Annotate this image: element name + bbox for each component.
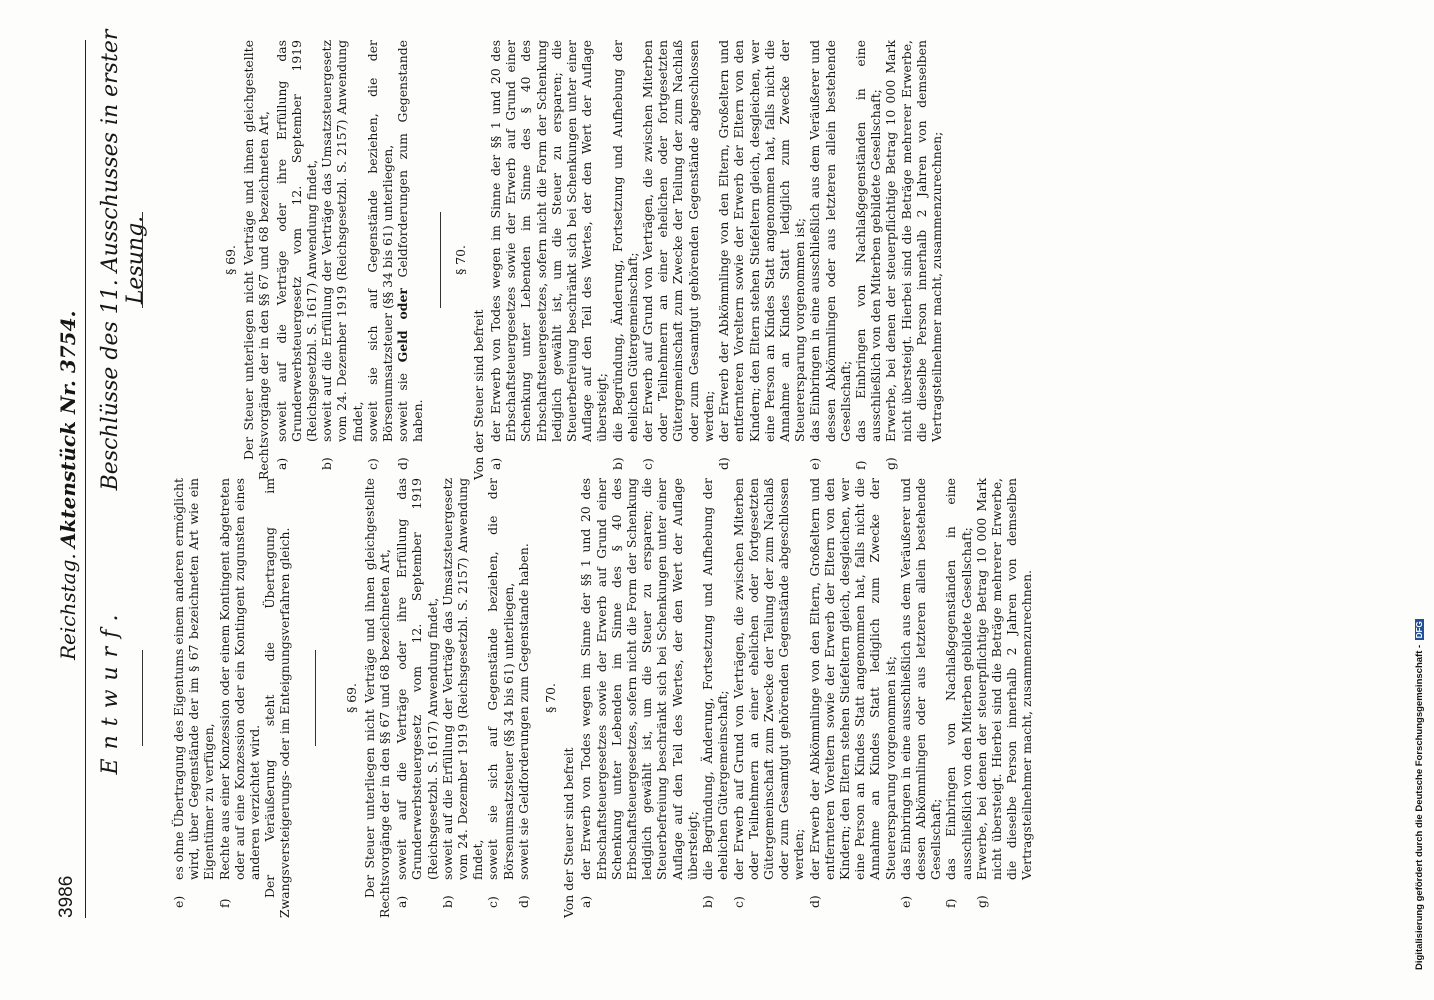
item-label: e) xyxy=(897,895,913,908)
list-item xyxy=(807,478,898,918)
section-rule xyxy=(440,212,441,308)
list-item xyxy=(640,40,716,480)
section-heading-70: § 70. xyxy=(452,245,468,275)
item-label: b) xyxy=(700,895,716,908)
left-column-title: Entwurf. xyxy=(98,605,123,775)
item-label: e) xyxy=(807,457,823,470)
committee-column xyxy=(180,40,944,480)
item-label: a) xyxy=(488,457,504,470)
item-text: soweit auf die Verträge oder ihre Erfüllung das Grunderwerbsteuergesetz vom 12. September 1919 (Reichsgesetzbl. S. 1617) Anwendung findet, xyxy=(273,40,320,442)
list-item xyxy=(274,40,320,480)
list-item xyxy=(488,40,610,480)
item-text-post: Geldforderungen zum Gegenstande haben. xyxy=(395,40,426,442)
list-item xyxy=(898,478,944,918)
right-column-title: Beschlüsse des 11. Ausschusses in erster Lesung. xyxy=(98,29,148,491)
list-item xyxy=(731,478,807,918)
list-item xyxy=(516,478,531,918)
list-item xyxy=(395,40,425,480)
funding-text: Digitalisierung gefördert durch die Deutsche Forschungsgemeinschaft - xyxy=(1414,644,1425,970)
item-label: b) xyxy=(439,895,455,908)
item-text: die Begründung, Änderung, Fortsetzung und Aufhebung der ehelichen Gütergemeinschaft; xyxy=(700,478,731,880)
list-item xyxy=(485,478,515,918)
section-heading-70: § 70. xyxy=(543,683,559,713)
item-text: soweit auf die Erfüllung der Verträge das Umsatzsteuergesetz vom 24. Dezember 1919 (Reichsgesetzbl. S. 2157) Anwendung findet, xyxy=(319,40,365,442)
section-intro: Von der Steuer sind befreit xyxy=(561,747,577,918)
item-text-pre: soweit sie xyxy=(395,362,411,442)
list-item xyxy=(883,40,944,480)
item-text: Rechte aus einer Konzession oder einem Kontingent abgetreten oder auf eine Konzession oder ein Kontingent zugunsten eines anderen verzichtet wird. xyxy=(216,478,263,880)
page-header xyxy=(56,40,86,918)
item-label: g) xyxy=(973,895,989,908)
item-label: f) xyxy=(216,898,232,908)
amendment-highlight: Geld oder xyxy=(395,288,411,363)
list-item xyxy=(578,478,700,918)
item-text: soweit auf die Verträge oder ihre Erfüllung das Grunderwerbsteuergesetz vom 12. September 1919 (Reichsgesetzbl. S. 1617) Anwendung findet, xyxy=(394,478,440,880)
item-label: a) xyxy=(273,457,289,470)
item-label: a) xyxy=(578,895,594,908)
list-item xyxy=(853,40,883,480)
item-text: das Einbringen von Nachlaßgegenständen in eine ausschließlich von den Miterben gebildete Gesellschaft; xyxy=(852,40,884,442)
title-rule xyxy=(142,650,143,746)
item-label: a) xyxy=(394,895,410,908)
list-item xyxy=(217,478,263,918)
list-item xyxy=(943,478,973,918)
closing-paragraph: Der Veräußerung steht die Übertragung im Zwangsversteigerungs- oder im Enteignungsverfahren gleich. xyxy=(262,478,293,918)
list-item xyxy=(365,40,395,480)
item-label: b) xyxy=(319,457,335,470)
item-label: f) xyxy=(852,460,868,470)
item-text: die Begründung, Änderung, Fortsetzung und Aufhebung der ehelichen Gütergemeinschaft; xyxy=(609,40,640,442)
title-rule xyxy=(142,212,143,308)
digitization-note xyxy=(1414,10,1425,970)
parliament-label: Reichstag. xyxy=(56,553,80,660)
section-heading-69: § 69. xyxy=(343,683,359,713)
item-text: der Erwerb von Todes wegen im Sinne der §§ 1 und 20 des Erbschaftsteuergesetzes sowie der Erwerb auf Grund einer Schenkung unter Lebenden im Sinne des § 40 des Erbschaftsteuergesetzes, sofern nicht die Form der Schenkung lediglich gewählt ist, um die Steuer zu ersparen; die Steuerbefreiung beschränkt sich bei Schenkungen unter einer Auflage auf den Teil des Wertes, der den Wert der Auflage übersteigt; xyxy=(488,40,610,442)
item-label: g) xyxy=(883,457,899,470)
item-text: es ohne Übertragung des Eigentums einem anderen ermöglicht wird, über Gegenstände der im § 67 bezeichneten Art wie ein Eigentümer zu verfügen, xyxy=(171,478,217,880)
list-item xyxy=(394,478,440,918)
list-item xyxy=(716,40,807,480)
list-item xyxy=(171,478,217,918)
item-text: der Erwerb auf Grund von Verträgen, die zwischen Miterben oder Teilnehmern an einer ehelichen oder fortgesetzten Gütergemeinschaft zum Zwecke der Teilung der zum Nachlaß oder zum Gesamtgut gehörenden Gegenstände abgeschlossen werden; xyxy=(730,478,807,880)
item-label: c) xyxy=(640,458,656,470)
item-label: d) xyxy=(716,457,732,470)
item-label: b) xyxy=(609,457,625,470)
item-label: d) xyxy=(515,895,531,908)
item-text: der Erwerb auf Grund von Verträgen, die zwischen Miterben oder Teilnehmern an einer ehelichen oder fortgesetzten Gütergemeinschaft zum Zwecke der Teilung der zum Nachlaß oder zum Gesamtgut gehörenden Gegenstände abgeschlossen werden; xyxy=(640,40,716,442)
item-text: der Erwerb von Todes wegen im Sinne der §§ 1 und 20 des Erbschaftsteuergesetzes sowie der Erwerb auf Grund einer Schenkung unter Lebenden im Sinne des § 40 des Erbschaftsteuergesetzes, sofern nicht die Form der Schenkung lediglich gewählt ist, um die Steuer zu ersparen; die Steuerbefreiung beschränkt sich bei Schenkungen unter einer Auflage auf den Teil des Wertes, der den Wert der Auflage übersteigt; xyxy=(578,478,700,880)
list-item xyxy=(974,478,1035,918)
dfg-logo: DFG xyxy=(1415,621,1424,639)
item-text: soweit sie Geldforderungen zum Gegenstande haben. xyxy=(515,543,531,880)
item-label: f) xyxy=(943,898,959,908)
item-text: das Einbringen von Nachlaßgegenständen in eine ausschließlich von den Miterben gebildete Gesellschaft; xyxy=(943,478,974,880)
item-label: d) xyxy=(395,457,411,470)
item-label: c) xyxy=(730,896,746,908)
draft-column xyxy=(171,478,1035,918)
list-item xyxy=(807,40,853,480)
item-label: c) xyxy=(364,458,380,470)
document-reference: Aktenstück Nr. 3754. xyxy=(56,310,80,548)
item-text: das Einbringen in eine ausschließlich aus dem Veräußerer und dessen Abkömmlingen oder aus letzteren allein bestehende Gesellschaft; xyxy=(897,478,944,880)
section-intro: Von der Steuer sind befreit xyxy=(470,309,486,480)
item-text: Erwerbe, bei denen der steuerpflichtige Betrag 10 000 Mark nicht übersteigt. Hierbei sind die Beträge mehrerer Erwerbe, die dieselbe Person innerhalb 2 Jahren von demselben Vertragsteilnehmer macht, zusammenzurechnen. xyxy=(973,478,1035,880)
item-text: soweit sie sich auf Gegenstände beziehen, die der Börsenumsatzsteuer (§§ 34 bis 61) unterliegen, xyxy=(364,40,396,442)
item-text: soweit auf die Erfüllung der Verträge das Umsatzsteuergesetz vom 24. Dezember 1919 (Reichsgesetzbl. S. 2157) Anwendung findet, xyxy=(439,478,486,880)
list-item xyxy=(440,478,486,918)
section-intro: Der Steuer unterliegen nicht Verträge und ihnen gleichgestellte Rechtsvorgänge der in den §§ 67 und 68 bezeichneten Art, xyxy=(241,40,272,480)
item-label: c) xyxy=(485,896,501,908)
list-item xyxy=(700,478,730,918)
item-label: d) xyxy=(806,895,822,908)
page-number: 3986 xyxy=(56,875,77,918)
list-item xyxy=(610,40,640,480)
section-rule xyxy=(315,650,316,746)
item-text: Erwerbe, bei denen der steuerpflichtige Betrag 10 000 Mark nicht übersteigt. Hierbei sind die Beträge mehrerer Erwerbe, die dieselbe Person innerhalb 2 Jahren von demselben Vertragsteilnehmer macht, zusammenzurechnen; xyxy=(883,40,944,442)
list-item xyxy=(319,40,365,480)
section-heading-69: § 69. xyxy=(223,245,238,275)
item-text: der Erwerb der Abkömmlinge von den Eltern, Großeltern und entfernteren Voreltern sowie der Erwerb der Eltern von den Kindern; den Eltern stehen Stiefeltern gleich, desgleichen, wer eine Person an Kindes Statt angenommen hat, falls nicht die Annahme an Kindes Statt lediglich zum Zwecke der Steuerersparung vorgenommen ist; xyxy=(716,40,808,442)
item-label: e) xyxy=(171,895,186,908)
section-intro: Der Steuer unterliegen nicht Verträge und ihnen gleichgestellte Rechtsvorgänge der in den §§ 67 und 68 bezeichneten Art, xyxy=(361,478,393,918)
item-text: das Einbringen in eine ausschließlich aus dem Veräußerer und dessen Abkömmlingen oder aus letzteren allein bestehende Gesellschaft; xyxy=(807,40,853,442)
item-text: soweit sie sich auf Gegenstände beziehen, die der Börsenumsatzsteuer (§§ 34 bis 61) unterliegen, xyxy=(485,478,516,880)
item-text: der Erwerb der Abkömmlinge von den Eltern, Großeltern und entfernteren Voreltern sowie der Erwerb der Eltern von den Kindern; den Eltern stehen Stiefeltern gleich, desgleichen, wer eine Person an Kindes Statt angenommen hat, falls nicht die Annahme an Kindes Statt lediglich zum Zwecke der Steuerersparung vorgenommen ist; xyxy=(806,478,898,880)
